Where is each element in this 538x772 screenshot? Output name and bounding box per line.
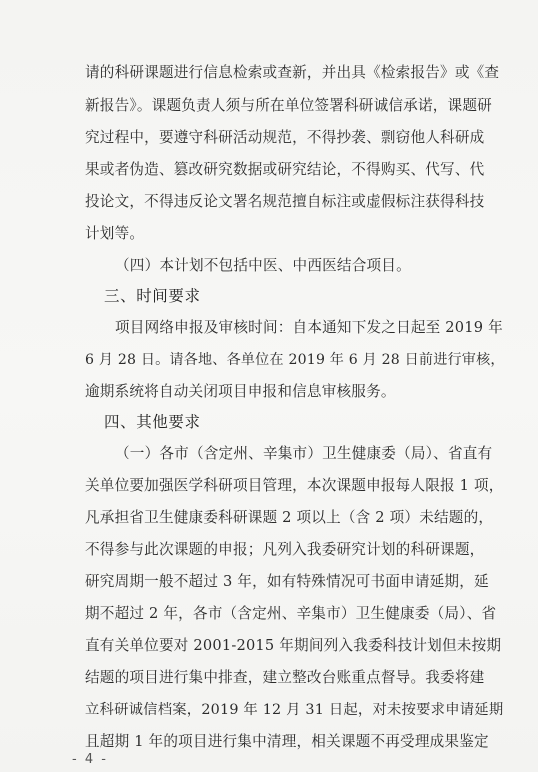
body-text-line: 新报告》。课题负责人须与所在单位签署科研诚信承诺，课题研 (85, 97, 492, 114)
body-text-line: 直有关单位要对 2001-2015 年期间列入我委科技计划但未按期 (85, 637, 502, 654)
body-text-line: 且超期 1 年的项目进行集中清理，相关课题不再受理成果鉴定 (85, 733, 489, 750)
body-text-line: 逾期系统将自动关闭项目申报和信息审核服务。 (85, 383, 396, 400)
body-text-line: 不得参与此次课题的申报；凡列入我委研究计划的科研课题， (85, 541, 485, 558)
body-text-line: 立科研诚信档案，2019 年 12 月 31 日起，对未按要求申请延期 (85, 702, 504, 718)
body-text-line: 究过程中，要遵守科研活动规范，不得抄袭、剽窃他人科研成 (85, 129, 485, 146)
body-text-line: 投论文，不得违反论文署名规范擅自标注或虚假标注获得科技 (85, 193, 485, 210)
body-text-line: 项目网络申报及审核时间：自本通知下发之日起至 2019 年 (115, 319, 503, 336)
body-text-line: （四）本计划不包括中医、中西医结合项目。 (115, 257, 411, 274)
body-text-line: 期不超过 2 年，各市（含定州、辛集市）卫生健康委（局）、省 (85, 605, 497, 622)
body-text-line: 结题的项目进行集中排查，建立整改台账重点督导。我委将建 (85, 669, 485, 686)
section-heading-time: 三、时间要求 (104, 287, 201, 305)
body-text-line: 果或者伪造、篡改研究数据或研究结论，不得购买、代写、代 (85, 161, 485, 178)
body-text-line: 研究周期一般不超过 3 年，如有特殊情况可书面申请延期，延 (85, 573, 489, 590)
body-text-line: 请的科研课题进行信息检索或查新，并出具《检索报告》或《查 (85, 64, 500, 81)
body-text-line: （一）各市（含定州、辛集市）卫生健康委（局）、省直有 (115, 445, 493, 462)
body-text-line: 凡承担省卫生健康委科研课题 2 项以上（含 2 项）未结题的， (85, 509, 494, 526)
page-number: - 4 - (72, 752, 108, 767)
body-text-line: 6 月 28 日。请各地、各单位在 2019 年 6 月 28 日前进行审核， (85, 352, 505, 368)
body-text-line: 计划等。 (85, 225, 145, 242)
body-text-line: 关单位要加强医学科研项目管理，本次课题申报每人限报 1 项， (85, 477, 504, 494)
section-heading-other: 四、其他要求 (104, 413, 201, 431)
